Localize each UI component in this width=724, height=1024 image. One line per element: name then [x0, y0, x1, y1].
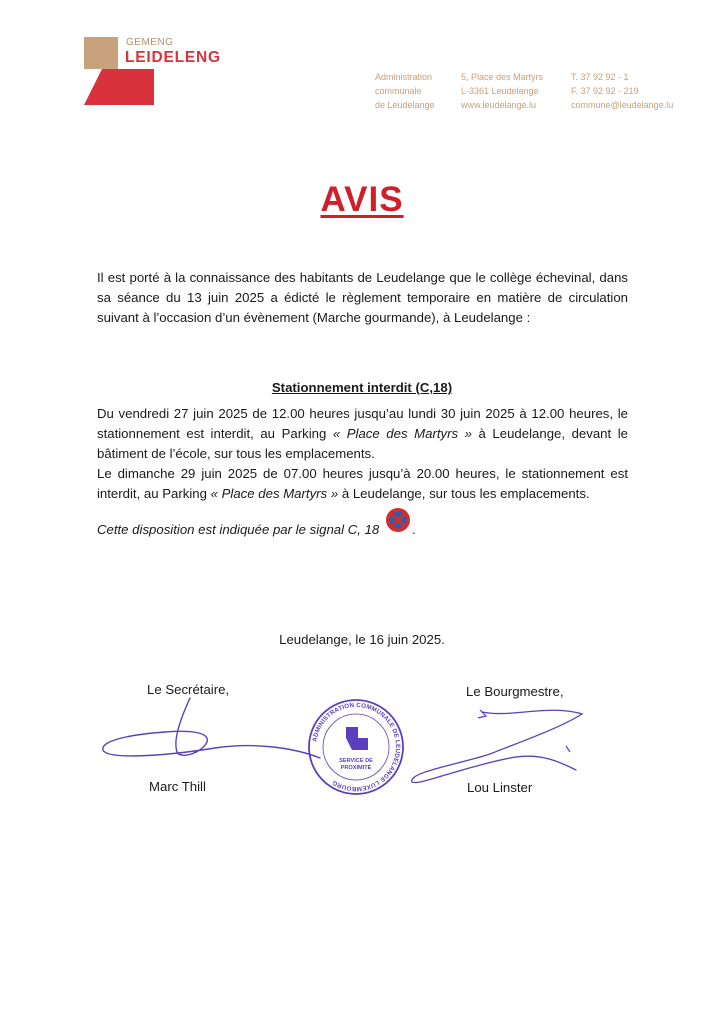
mayor-signature [400, 690, 600, 790]
text-run: à Leudelange, devant le bâtiment de l’école, sur tous les emplacements. [97, 426, 628, 461]
place-and-date: Leudelange, le 16 juin 2025. [279, 632, 445, 647]
header-address [461, 70, 543, 112]
secretary-title: Le Secrétaire, [147, 682, 230, 697]
notice-title: AVIS [320, 180, 404, 219]
header-website-link[interactable]: www.leudelange.lu [461, 100, 537, 110]
header-email-link[interactable]: commune@leudelange.lu [571, 100, 674, 110]
header-phone: T. 37 92 92 - 1 [571, 72, 629, 82]
header-line: communale [375, 86, 422, 96]
logo-text-leideleng: LEIDELENG [125, 49, 221, 66]
header-line: L-3361 Leudelange [461, 86, 539, 96]
mayor-name: Lou Linster [467, 780, 533, 795]
no-parking-sign-icon [385, 507, 411, 533]
text-run: à Leudelange, sur tous les emplacements. [338, 486, 590, 501]
seal-center-line2: PROXIMITÉ [340, 765, 372, 771]
intro-paragraph: Il est porté à la connaissance des habitants de Leudelange que le collège échevinal, dans sa séance du 13 juin 2025 a édicté le règlement temporaire en matière de circulation suivant à l’occasion d’un évènement (Marche gourmande), à Leudelange : [97, 270, 628, 325]
place-name: « Place des Martyrs » [210, 486, 339, 501]
header-administration [375, 70, 435, 112]
header-contact [571, 70, 673, 112]
header-fax: F. 37 92 92 - 219 [571, 86, 639, 96]
note-period: . [412, 522, 416, 537]
signal-note: Cette disposition est indiquée par le signal C, 18 [97, 522, 380, 537]
mayor-title: Le Bourgmestre, [466, 684, 564, 699]
section-heading: Stationnement interdit (C,18) [271, 380, 453, 395]
text-run: Du vendredi 27 juin 2025 de 12.00 heures jusqu’au lundi 30 juin 2025 à 12.00 heures, le stationnement est interdit, au Parking [97, 406, 628, 441]
seal-ring-text: ADMINISTRATION COMMUNALE DE LEUDELANGE LUXEMBOURG [311, 701, 402, 793]
text-run: Le dimanche 29 juin 2025 de 07.00 heures jusqu’à 20.00 heures, le stationnement est interdit, au Parking [97, 466, 628, 501]
header-line: de Leudelange [375, 100, 435, 110]
logo-text-gemeng: GEMENG [126, 37, 174, 48]
paragraph-friday-monday [97, 404, 628, 464]
secretary-signature [95, 690, 325, 780]
municipal-seal [306, 697, 406, 797]
header-line: Administration [375, 72, 433, 82]
secretary-name: Marc Thill [149, 779, 206, 794]
header-line: 5, Place des Martyrs [461, 72, 544, 82]
paragraph-sunday [97, 464, 628, 504]
place-name: « Place des Martyrs » [332, 426, 472, 441]
seal-center-line1: SERVICE DE [339, 758, 373, 764]
